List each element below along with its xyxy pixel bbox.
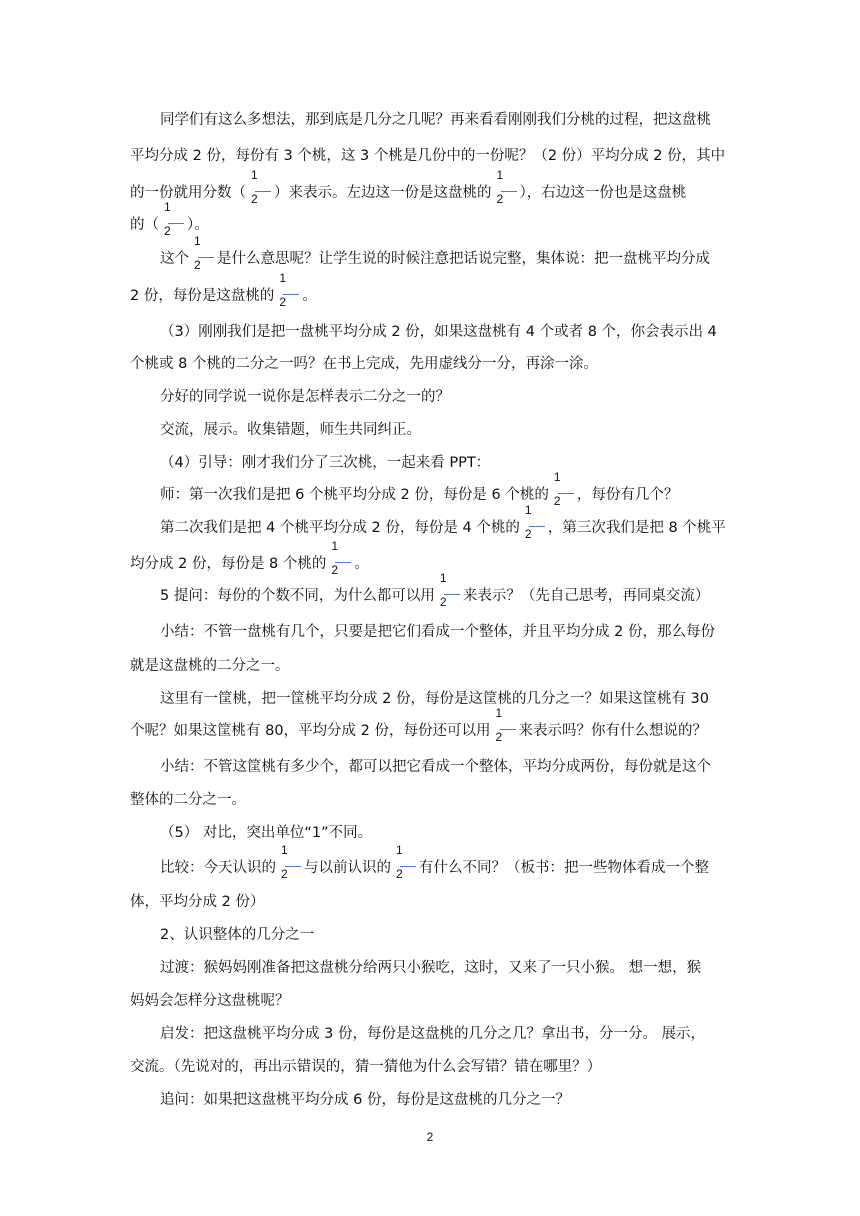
text-line: 这个 $\frac{1}{2}$ 是什么意思呢？让学生说的时候注意把话说完整，集体说：把一盘桃平均分成	[160, 234, 710, 272]
text-line: 启发：把这盘桃平均分成 3 份，每份是这盘桃的几分之几？拿出书，分一分。 展示，	[160, 1026, 706, 1042]
page-number: 2	[426, 1130, 434, 1144]
text-line: 个呢？如果这筐桃有 80，平均分成 2 份，每份还可以用 $\frac{1}{2}$ 来表示吗？你有什么想说的？	[130, 706, 708, 744]
text-line: 师：第一次我们是把 6 个桃平均分成 2 份，每份是 6 个桃的 $\frac{1}{2}$ ，每份有几个？	[160, 470, 679, 508]
text-line: （3）刚刚我们是把一盘桃平均分成 2 份，如果这盘桃有 4 个或者 8 个，你会表示出 4	[160, 324, 717, 340]
text-line: 交流，展示。收集错题，师生共同纠正。	[160, 422, 421, 438]
text-line: 的一份就用分数（ $\frac{1}{2}$ ）来表示。左边这一份是这盘桃的 $\frac{1}{2}$ ），右边这一份也是这盘桃	[130, 168, 687, 206]
fraction-one-half: $\frac{1}{2}$	[192, 249, 214, 269]
text-line: 就是这盘桃的二分之一。	[130, 658, 290, 674]
text-line: 第二次我们是把 4 个桃平均分成 2 份，每份是 4 个桃的 $\frac{1}{2}$ ，第三次我们是把 8 个桃平	[160, 503, 726, 541]
text-line: 个桃或 8 个桃的二分之一吗？在书上完成，先用虚线分一分，再涂一涂。	[130, 356, 598, 372]
text-line: （5） 对比，突出单位“1”不同。	[160, 825, 373, 841]
text-line: 平均分成 2 份，每份有 3 个桃，这 3 个桃是几份中的一份呢？（2 份）平均分成 2 份，其中	[130, 148, 726, 164]
text-line: 妈妈会怎样分这盘桃呢？	[130, 993, 290, 1009]
fraction-one-half: $\frac{1}{2}$	[277, 286, 299, 306]
section-heading: 2、认识整体的几分之一	[160, 927, 315, 943]
fraction-one-half: $\frac{1}{2}$	[394, 858, 416, 878]
text-line: 的（ $\frac{1}{2}$ ）。	[130, 200, 209, 238]
fraction-one-half: $\frac{1}{2}$	[329, 554, 351, 574]
fraction-one-half: $\frac{1}{2}$	[523, 518, 545, 538]
text-line: 追问：如果把这盘桃平均分成 6 份，每份是这盘桃的几分之一？	[160, 1092, 570, 1108]
text-line: 小结：不管这筐桃有多少个，都可以把它看成一个整体，平均分成两份，每份就是这个	[160, 759, 711, 775]
fraction-one-half: $\frac{1}{2}$	[438, 586, 460, 606]
text-line: 整体的二分之一。	[130, 792, 246, 808]
text-line: 2 份，每份是这盘桃的 $\frac{1}{2}$ 。	[130, 271, 317, 309]
text-line: 比较：今天认识的 $\frac{1}{2}$ 与以前认识的 $\frac{1}{2}$ 有什么不同？（板书：把一些物体看成一个整	[160, 843, 709, 881]
text-line: 同学们有这么多想法，那到底是几分之几呢？再来看看刚刚我们分桃的过程，把这盘桃	[160, 112, 711, 128]
fraction-one-half: $\frac{1}{2}$	[552, 485, 574, 505]
text-line: 5 提问：每份的个数不同，为什么都可以用 $\frac{1}{2}$ 来表示？（先自己思考，再同桌交流）	[160, 571, 710, 609]
text-line: 交流。（先说对的，再出示错误的，猜一猜他为什么会写错？错在哪里？）	[130, 1059, 602, 1075]
text-line: 这里有一筐桃，把一筐桃平均分成 2 份，每份是这筐桃的几分之一？如果这筐桃有 30	[160, 691, 710, 707]
text-line: 小结：不管一盘桃有几个，只要是把它们看成一个整体，并且平均分成 2 份，那么每份	[160, 624, 715, 640]
fraction-one-half: $\frac{1}{2}$	[494, 721, 516, 741]
fraction-one-half: $\frac{1}{2}$	[162, 215, 184, 235]
text-line: 体，平均分成 2 份）	[130, 894, 265, 910]
text-line: 分好的同学说一说你是怎样表示二分之一的？	[160, 389, 450, 405]
text-line: 均分成 2 份，每份是 8 个桃的 $\frac{1}{2}$ 。	[130, 539, 369, 577]
fraction-one-half: $\frac{1}{2}$	[249, 183, 271, 203]
text-line: 过渡：猴妈妈刚准备把这盘桃分给两只小猴吃，这时，又来了一只小猴。 想一想，猴	[160, 960, 702, 976]
text-line: （4）引导：刚才我们分了三次桃，一起来看 PPT：	[160, 455, 491, 471]
fraction-one-half: $\frac{1}{2}$	[279, 858, 301, 878]
fraction-one-half: $\frac{1}{2}$	[495, 183, 517, 203]
